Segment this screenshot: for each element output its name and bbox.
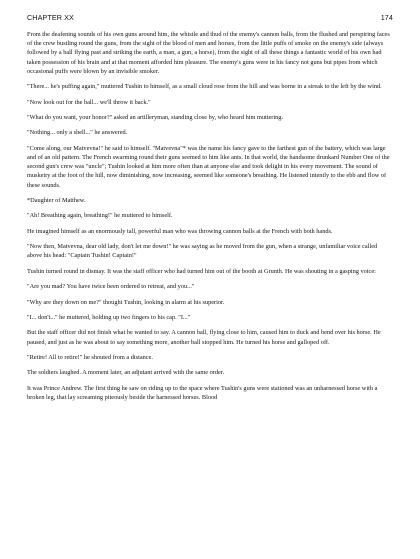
page-body [27, 30, 393, 408]
paragraph: "Why are they down on me?" thought Tushin, looking in alarm at his superior. [27, 298, 225, 306]
paragraph: Tushin turned round in dismay. It was the staff officer who had turned him out of the booth at Grunth. He was shouting in a gasping voice: [27, 267, 376, 275]
running-header [27, 13, 393, 22]
paragraph: "What do you want, your honor?" asked an artilleryman, standing close by, who heard him muttering. [27, 113, 284, 121]
paragraph: "Ah! Breathing again, breathing!" he muttered to himself. [27, 212, 173, 220]
paragraph: It was Prince Andrew. The first thing he saw on riding up to the space where Tushin's guns were stationed was an unharnessed horse with a broken leg, that lay screaming piteously beside the harnessed horses. Blood [27, 384, 378, 401]
paragraph: But the staff officer did not finish what he wanted to say. A cannon ball, flying close to him, caused him to duck and bend over his horse. He paused, and just as he was about to say something more, another ball stopped him. He turned his horse and galloped off. [27, 329, 381, 346]
paragraph: "Are you mad? You have twice been ordered to retreat, and you..." [27, 283, 195, 291]
footnote: *Daughter of Matthew. [27, 196, 86, 204]
paragraph: "Now then, Matvevna, dear old lady, don't let me down!" he was saying as he moved from the gun, when a strange, unfamiliar voice called above his head: "Captain Tushin! Captain!" [27, 243, 378, 260]
paragraph: "Come along, our Matvevna!" he said to himself. "Matvevna"* was the name his fancy gave to the farthest gun of the battery, which was large and of an old pattern. The French swarming round their guns seemed to him like ants. In that world, the handsome drunkard Number One of the second gun's crew was "uncle"; Tushin looked at him more often than at anyone else and took delight in his every movement. The sound of musketry at the foot of the hill, now diminishing, now increasing, seemed like someone's breathing. He listened intently to the ebb and flow of these sounds. [27, 144, 390, 189]
paragraph: He imagined himself as an enormously tall, powerful man who was throwing cannon balls at the French with both hands. [27, 227, 333, 235]
paragraph: "Nothing... only a shell..." he answered. [27, 129, 128, 137]
paragraph: "Retire! All to retire!" he shouted from a distance. [27, 353, 153, 361]
paragraph: The soldiers laughed. A moment later, an adjutant arrived with the same order. [27, 369, 225, 377]
page-number: 174 [380, 13, 393, 22]
chapter-heading: CHAPTER XX [27, 13, 74, 22]
paragraph: "I... don't..." he muttered, holding up two fingers to his cap. "I..." [27, 313, 191, 321]
paragraph: From the deafening sounds of his own guns around him, the whistle and thud of the enemy's cannon balls, from the flushed and perspiring faces of the crew bustling round the guns, from the sight of the blood of men and horses, from the little puffs of smoke on the enemy's side (always followed by a ball flying past and striking the earth, a man, a gun, a horse), from the sight of all these things a fantastic world of his own had taken possession of his brain and at that moment afforded him pleasure. The enemy's guns were in his fancy not guns but pipes from which occasional puffs were blown by an invisible smoker. [27, 31, 390, 75]
paragraph: "Now look out for the ball... we'll throw it back." [27, 98, 151, 106]
paragraph: "There... he's puffing again," muttered Tushin to himself, as a small cloud rose from the hill and was borne in a streak to the left by the wind. [27, 83, 382, 91]
